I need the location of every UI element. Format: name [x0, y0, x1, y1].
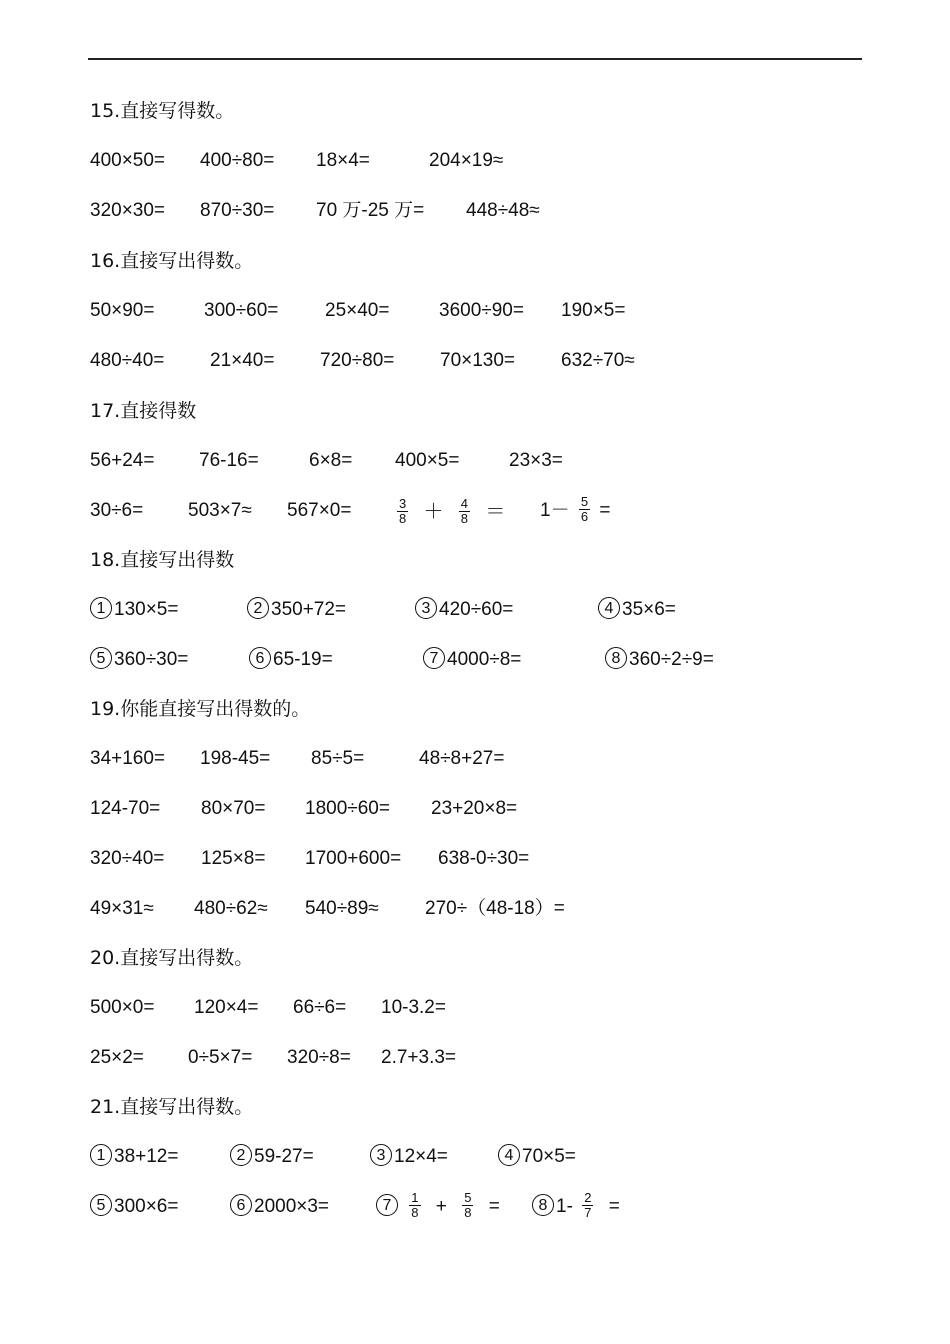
fraction	[579, 495, 590, 524]
denominator: 8	[399, 511, 407, 527]
plus-sign: ＋	[423, 499, 444, 523]
numbered-exercise	[370, 1142, 448, 1172]
exercise: 3600÷90=	[439, 300, 524, 321]
header-rule	[88, 58, 862, 60]
exercise: 70×5=	[522, 1146, 576, 1167]
q16-title: 16.直接写出得数。	[90, 250, 254, 272]
denominator: 8	[411, 1205, 419, 1221]
exercise: 50×90=	[90, 300, 155, 321]
exercise: 360÷30=	[114, 649, 189, 670]
exercise: 130×5=	[114, 599, 179, 620]
circled-number: 3	[415, 597, 437, 619]
q17-title: 17.直接得数	[90, 400, 197, 422]
circled-number: 2	[247, 597, 269, 619]
numbered-exercise	[230, 1192, 329, 1222]
exercise: 350+72=	[271, 599, 347, 620]
numerator: 1	[411, 1190, 419, 1206]
circled-number: 3	[370, 1144, 392, 1166]
exercise: 300÷60=	[204, 300, 279, 321]
exercise: 360÷2÷9=	[629, 649, 714, 670]
circled-number: 1	[90, 597, 112, 619]
circled-number: 8	[605, 647, 627, 669]
q19-title: 19.你能直接写出得数的。	[90, 698, 311, 720]
numerator: 3	[399, 496, 407, 512]
exercise: 34+160=	[90, 748, 166, 769]
circled-number: 7	[423, 647, 445, 669]
numbered-exercise	[90, 1192, 178, 1222]
exercise: 870÷30=	[200, 200, 275, 221]
exercise: 4000÷8=	[447, 649, 522, 670]
exercise: 25×2=	[90, 1047, 144, 1068]
q15-title: 15.直接写得数。	[90, 100, 235, 122]
numbered-exercise	[598, 595, 676, 625]
exercise: 120×4=	[194, 997, 259, 1018]
exercise: 320÷8=	[287, 1047, 351, 1068]
exercise: 38+12=	[114, 1146, 179, 1167]
exercise: 320÷40=	[90, 848, 165, 869]
equals-sign: ＝	[485, 499, 506, 523]
exercise: 1700+600=	[305, 848, 402, 869]
numbered-exercise	[230, 1142, 314, 1172]
exercise: 59-27=	[254, 1146, 314, 1167]
fraction	[582, 1191, 593, 1220]
exercise: 480÷62≈	[194, 898, 268, 919]
numbered-exercise	[90, 595, 178, 625]
numbered-exercise	[90, 1142, 178, 1172]
exercise: 632÷70≈	[561, 350, 635, 371]
circled-number: 4	[498, 1144, 520, 1166]
exercise: 66÷6=	[293, 997, 347, 1018]
exercise: 70 万-25 万=	[316, 200, 425, 221]
exercise: 10-3.2=	[381, 997, 446, 1018]
exercise: 720÷80=	[320, 350, 395, 371]
numbered-exercise	[249, 645, 333, 675]
equals-sign: =	[608, 1196, 620, 1217]
exercise: 638-0÷30=	[438, 848, 530, 869]
circled-number: 8	[532, 1194, 554, 1216]
fraction	[397, 497, 408, 526]
exercise: 400×5=	[395, 450, 460, 471]
prefix: 1-	[556, 1196, 573, 1217]
exercise: 270÷（48-18）=	[425, 898, 565, 919]
fraction	[462, 1191, 473, 1220]
exercise: 420÷60=	[439, 599, 514, 620]
plus-sign: +	[435, 1196, 447, 1217]
numbered-exercise	[423, 645, 521, 675]
denominator: 7	[584, 1205, 592, 1221]
circled-number: 4	[598, 597, 620, 619]
exercise: 12×4=	[394, 1146, 448, 1167]
exercise: 400×50=	[90, 150, 166, 171]
exercise: 400÷80=	[200, 150, 275, 171]
circled-number: 6	[249, 647, 271, 669]
exercise: 125×8=	[201, 848, 266, 869]
exercise: 500×0=	[90, 997, 155, 1018]
exercise: 21×40=	[210, 350, 275, 371]
exercise: 448÷48≈	[466, 200, 540, 221]
numbered-exercise	[498, 1142, 576, 1172]
exercise: 70×130=	[440, 350, 516, 371]
exercise: 540÷89≈	[305, 898, 379, 919]
prefix: 1－	[540, 500, 570, 521]
exercise: 49×31≈	[90, 898, 154, 919]
denominator: 6	[580, 509, 589, 525]
exercise: 567×0=	[287, 500, 352, 521]
exercise: 48÷8+27=	[419, 748, 505, 769]
exercise: 80×70=	[201, 798, 266, 819]
denominator: 8	[464, 1205, 472, 1221]
exercise: 6×8=	[309, 450, 353, 471]
exercise: 56+24=	[90, 450, 155, 471]
exercise: 190×5=	[561, 300, 626, 321]
fraction	[459, 497, 470, 526]
exercise: 300×6=	[114, 1196, 179, 1217]
numbered-fraction-exercise	[376, 1192, 506, 1222]
exercise: 2.7+3.3=	[381, 1047, 457, 1068]
exercise: 25×40=	[325, 300, 390, 321]
exercise: 124-70=	[90, 798, 161, 819]
q18-title: 18.直接写出得数	[90, 549, 235, 571]
numerator: 5	[464, 1190, 472, 1206]
exercise: 65-19=	[273, 649, 333, 670]
exercise: 18×4=	[316, 150, 370, 171]
exercise: 23+20×8=	[431, 798, 518, 819]
exercise: 23×3=	[509, 450, 563, 471]
circled-number: 5	[90, 1194, 112, 1216]
numbered-exercise	[247, 595, 346, 625]
exercise: 35×6=	[622, 599, 676, 620]
exercise: 0÷5×7=	[188, 1047, 253, 1068]
fraction-exercise	[393, 496, 511, 528]
exercise: 1800÷60=	[305, 798, 390, 819]
equals-sign: =	[488, 1196, 500, 1217]
exercise: 503×7≈	[188, 500, 252, 521]
equals-sign: =	[599, 500, 611, 521]
circled-number: 2	[230, 1144, 252, 1166]
exercise: 30÷6=	[90, 500, 144, 521]
exercise: 320×30=	[90, 200, 166, 221]
fraction-exercise	[540, 496, 610, 526]
exercise: 76-16=	[199, 450, 259, 471]
numbered-fraction-exercise	[532, 1192, 626, 1222]
circled-number: 1	[90, 1144, 112, 1166]
q20-title: 20.直接写出得数。	[90, 947, 254, 969]
numerator: 4	[460, 496, 469, 512]
numbered-exercise	[90, 645, 188, 675]
denominator: 8	[460, 511, 469, 527]
numbered-exercise	[415, 595, 513, 625]
q21-title: 21.直接写出得数。	[90, 1096, 254, 1118]
numerator: 2	[584, 1190, 592, 1206]
circled-number: 6	[230, 1194, 252, 1216]
fraction	[409, 1191, 420, 1220]
circled-number: 7	[376, 1194, 398, 1216]
exercise: 480÷40=	[90, 350, 165, 371]
exercise: 2000×3=	[254, 1196, 330, 1217]
numerator: 5	[580, 494, 589, 510]
exercise: 204×19≈	[429, 150, 504, 171]
circled-number: 5	[90, 647, 112, 669]
exercise: 198-45=	[200, 748, 271, 769]
numbered-exercise	[605, 645, 714, 675]
exercise: 85÷5=	[311, 748, 365, 769]
